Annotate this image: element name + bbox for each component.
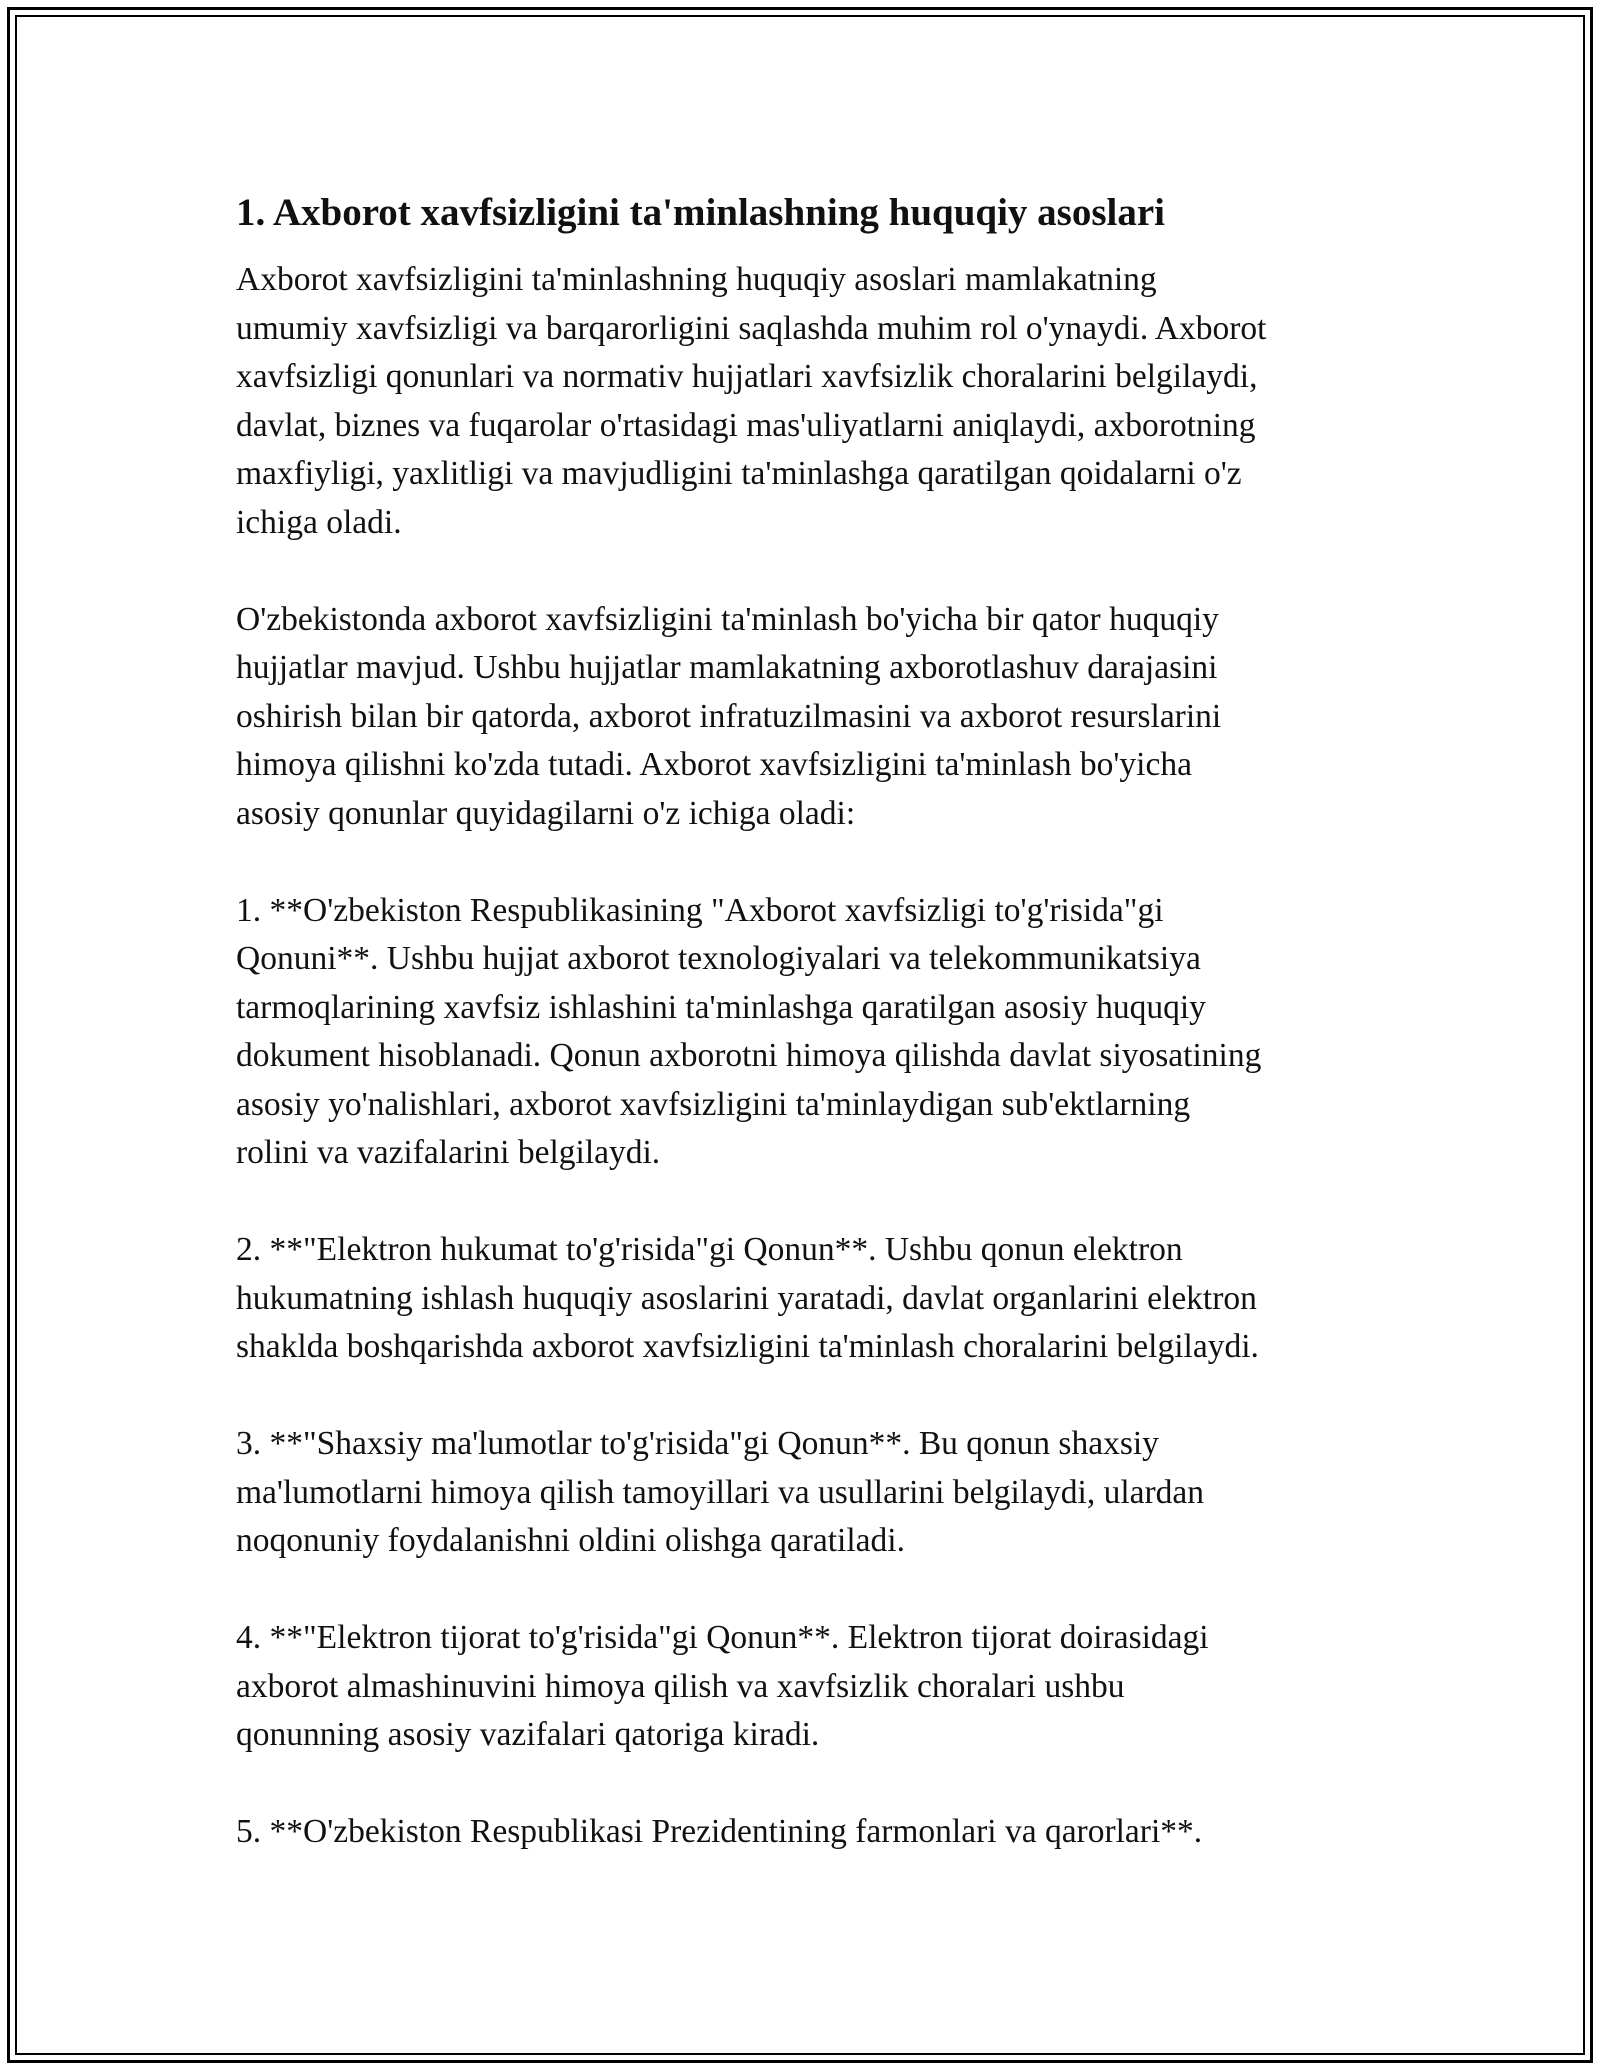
paragraph-line: himoya qilishni ko'zda tutadi. Axborot xavfsizligini ta'minlash bo'yicha [236, 746, 1192, 783]
list-item-3 [236, 1420, 1376, 1566]
paragraph-line: 5. **O'zbekiston Respublikasi Prezidentining farmonlari va qarorlari**. [236, 1813, 1203, 1850]
paragraph-line: tarmoqlarining xavfsiz ishlashini ta'minlashga qaratilgan asosiy huquqiy [236, 988, 1206, 1026]
list-item-2 [236, 1226, 1376, 1372]
paragraph-line: O'zbekistonda axborot xavfsizligini ta'minlash bo'yicha bir qator huquqiy [236, 600, 1219, 638]
paragraph-line: ma'lumotlarni himoya qilish tamoyillari va usullarini belgilaydi, ulardan [236, 1473, 1205, 1511]
paragraph-intro [236, 256, 1376, 547]
paragraph-line: axborot almashinuvini himoya qilish va xavfsizlik choralari ushbu [236, 1667, 1125, 1705]
paragraph-line: asosiy yo'nalishlari, axborot xavfsizligini ta'minlaydigan sub'ektlarning [236, 1085, 1191, 1123]
document-body [236, 186, 1376, 1905]
list-item-1 [236, 887, 1376, 1178]
paragraph-legal-documents [236, 596, 1376, 839]
paragraph-line: hujjatlar mavjud. Ushbu hujjatlar mamlakatning axborotlashuv darajasini [236, 649, 1218, 686]
paragraph-line: oshirish bilan bir qatorda, axborot infratuzilmasini va axborot resurslarini [236, 697, 1222, 735]
paragraph-line: asosiy qonunlar quyidagilarni o'z ichiga oladi: [236, 794, 856, 832]
paragraph-line: dokument hisoblanadi. Qonun axborotni himoya qilishda davlat siyosatining [236, 1037, 1262, 1074]
paragraph-line: Qonuni**. Ushbu hujjat axborot texnologiyalari va telekommunikatsiya [236, 940, 1201, 977]
paragraph-line: rolini va vazifalarini belgilaydi. [236, 1134, 661, 1171]
paragraph-line: maxfiyligi, yaxlitligi va mavjudligini ta'minlashga qaratilgan qoidalarni o'z [236, 455, 1242, 492]
paragraph-line: 1. **O'zbekiston Respublikasining "Axborot xavfsizligi to'g'risida"gi [236, 891, 1164, 929]
paragraph-line: ichiga oladi. [236, 503, 402, 541]
document-title: 1. Axborot xavfsizligini ta'minlashning huquqiy asoslari [236, 191, 1166, 234]
paragraph-line: 3. **"Shaxsiy ma'lumotlar to'g'risida"gi Qonun**. Bu qonun shaxsiy [236, 1425, 1159, 1462]
paragraph-line: shaklda boshqarishda axborot xavfsizligini ta'minlash choralarini belgilaydi. [236, 1328, 1259, 1365]
paragraph-line: noqonuniy foydalanishni oldini olishga qaratiladi. [236, 1522, 905, 1559]
paragraph-line: hukumatning ishlash huquqiy asoslarini yaratadi, davlat organlarini elektron [236, 1279, 1257, 1317]
paragraph-line: umumiy xavfsizligi va barqarorligini saqlashda muhim rol o'ynaydi. Axborot [236, 309, 1267, 347]
paragraph-line: xavfsizligi qonunlari va normativ hujjatlari xavfsizlik choralarini belgilaydi, [236, 358, 1258, 395]
paragraph-line: 2. **"Elektron hukumat to'g'risida"gi Qonun**. Ushbu qonun elektron [236, 1231, 1183, 1268]
paragraph-line: 4. **"Elektron tijorat to'g'risida"gi Qonun**. Elektron tijorat doirasidagi [236, 1619, 1209, 1656]
paragraph-line: davlat, biznes va fuqarolar o'rtasidagi mas'uliyatlarni aniqlaydi, axborotning [236, 406, 1256, 444]
paragraph-line: qonunning asosiy vazifalari qatoriga kiradi. [236, 1716, 820, 1753]
list-item-5 [236, 1808, 1376, 1857]
paragraph-line: Axborot xavfsizligini ta'minlashning huquqiy asoslari mamlakatning [236, 261, 1157, 298]
list-item-4 [236, 1614, 1376, 1760]
